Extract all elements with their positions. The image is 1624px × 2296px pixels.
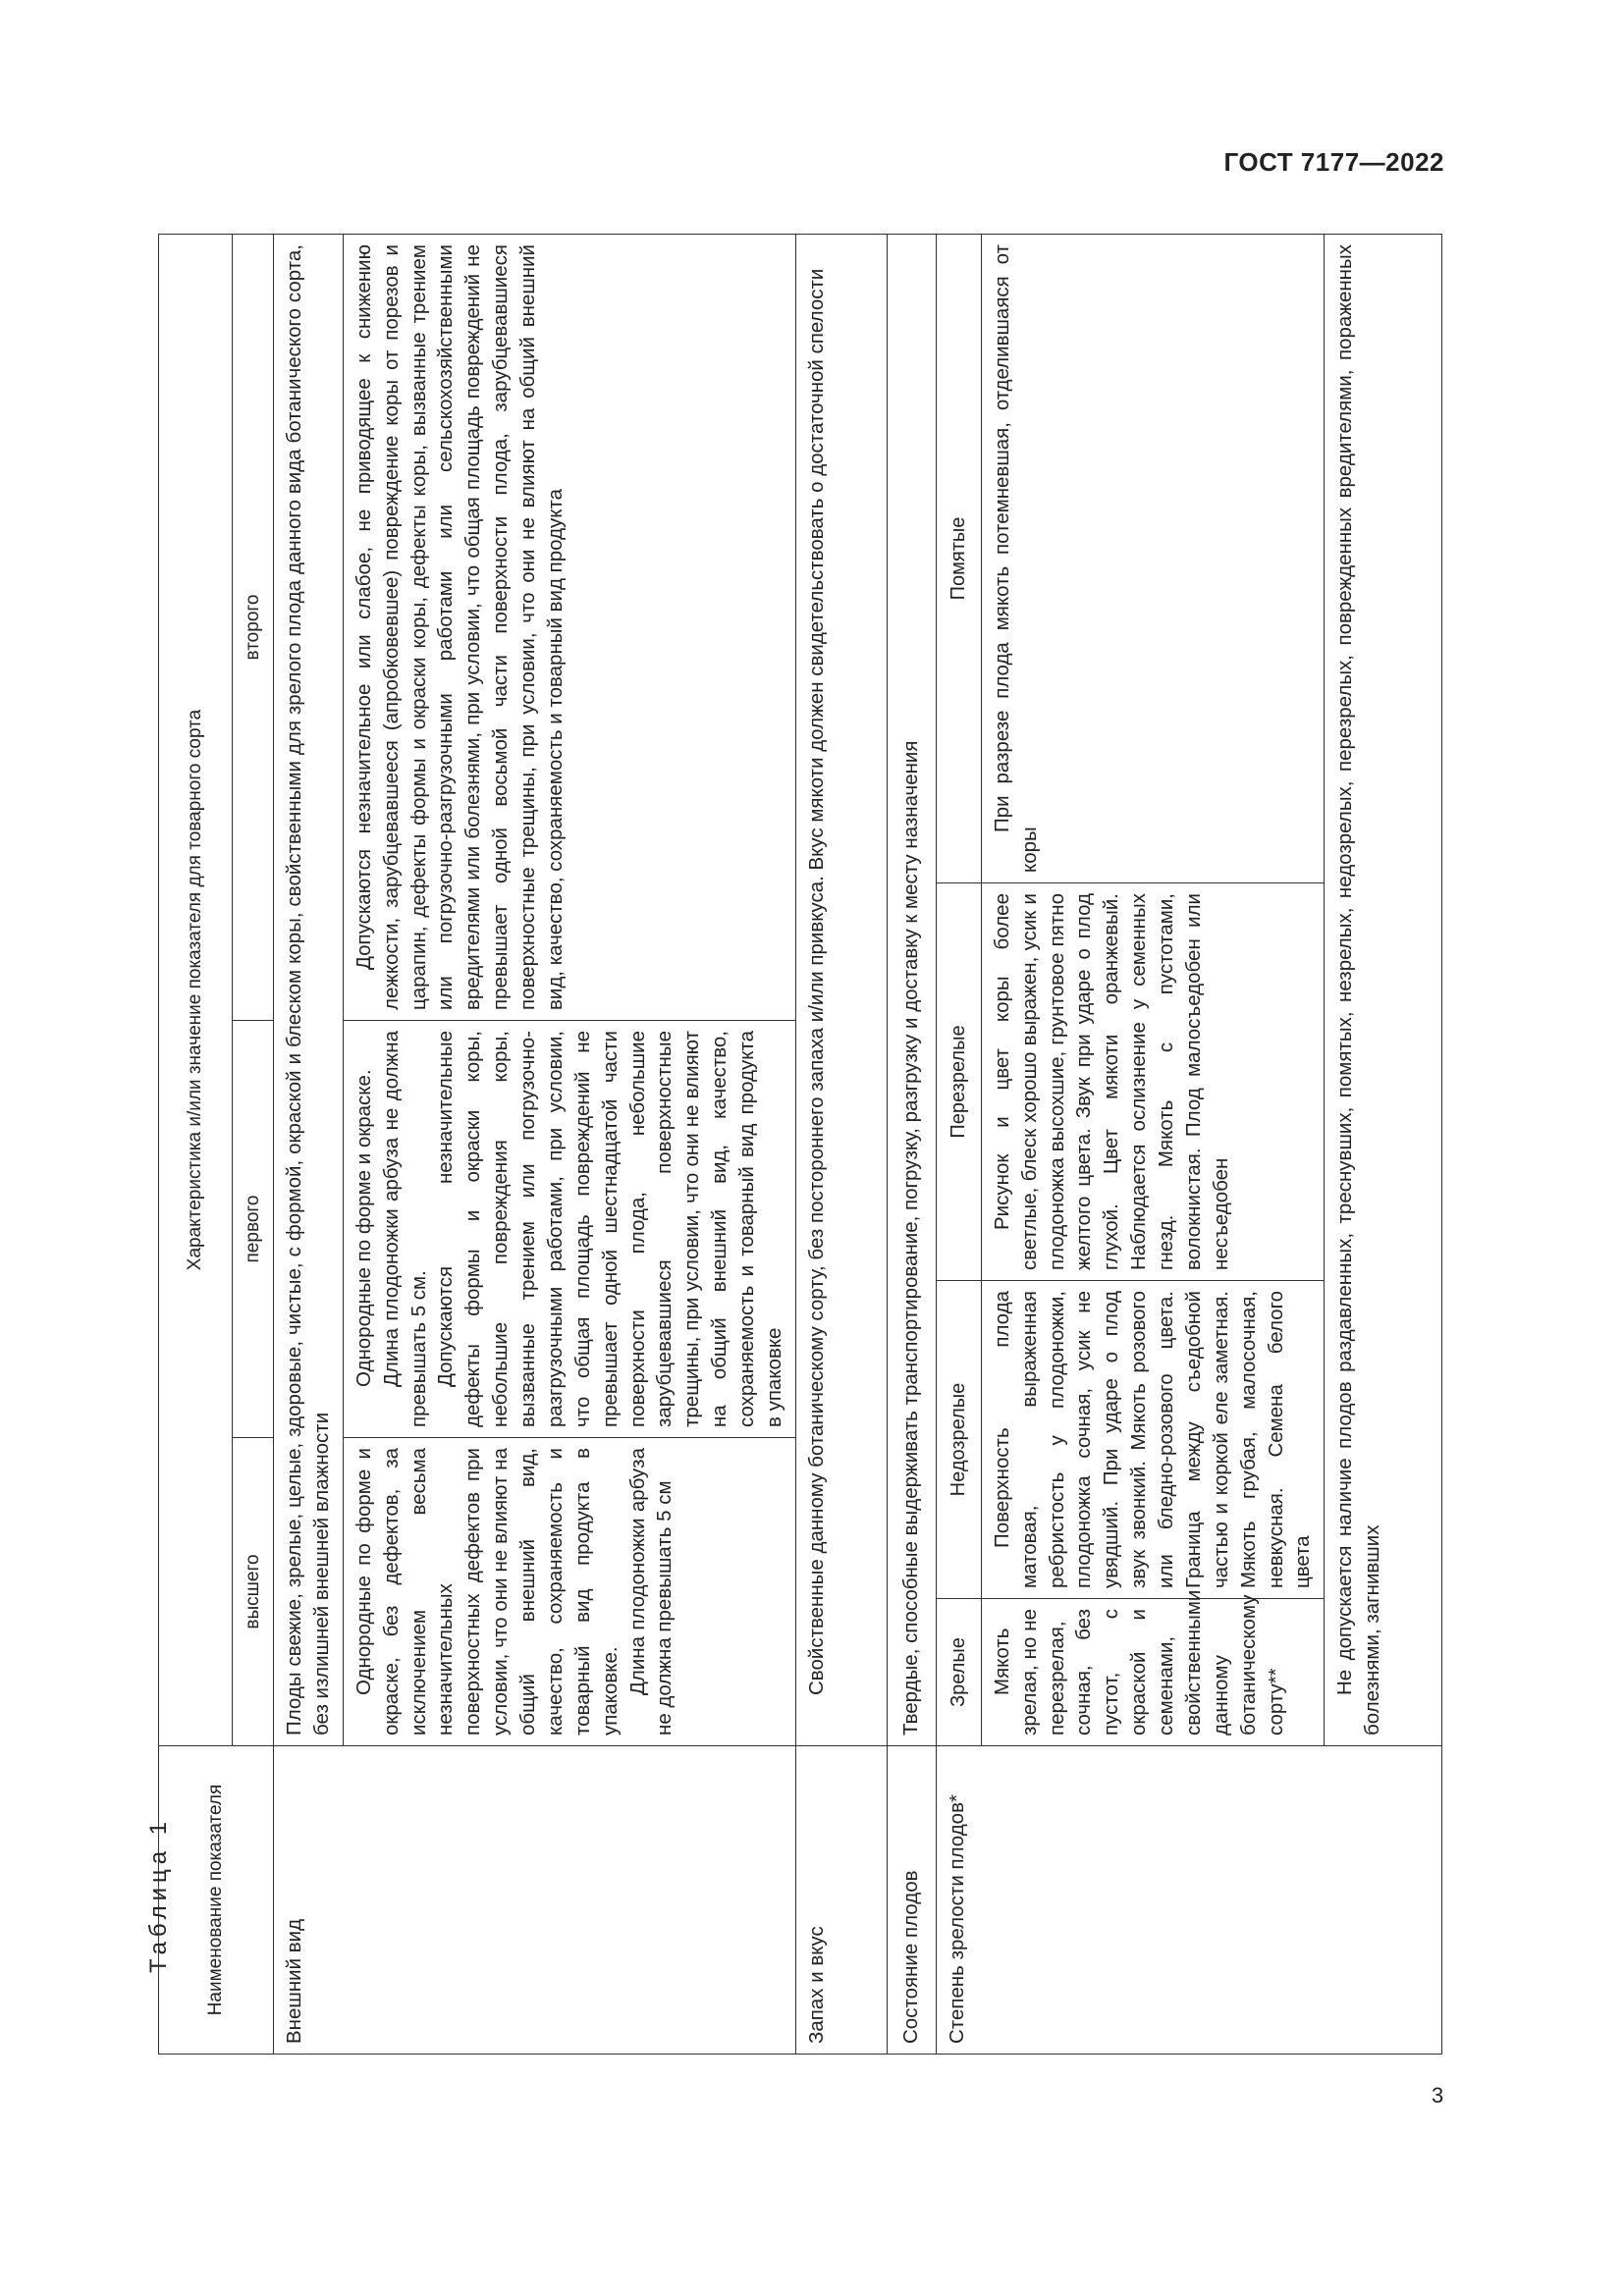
ripeness-cat-bruised: Помятые <box>936 235 981 883</box>
ripeness-overripe: Рисунок и цвет коры более светлые, блеск хорошо выражен, усик и плодоножка высохшие, грунтовое пятно желтого цвета. Звук при ударе о плод глухой. Цвет мякоти оранжевый. Наблюдается ослизнение у семенных гнезд. Мякоть с пустотами, волокнистая. Плод малосъедобен или несъедобен <box>981 883 1325 1281</box>
page-number: 3 <box>1432 2083 1444 2108</box>
appearance-highest-p1: Однородные по форме и окраске, без дефектов, за исключением весьма незначительных поверхностных дефектов при условии, что они не влияют на общий внешний вид, качество, сохраняемость и товарный вид продукта в упаковке. <box>352 1448 622 1735</box>
appearance-first-p1: Однородные по форме и окраске. <box>352 1069 375 1387</box>
quality-table <box>158 234 1442 2055</box>
smell-text: Свойственные данному ботаническому сорту, без постороннего запаха и/или привкуса. Вкус мякоти должен свидетельствовать о достаточной спелости <box>795 235 887 1746</box>
appearance-second <box>343 235 795 1021</box>
ripeness-unripe: Поверхность плода матовая, выраженная ребристость у плодоножки, плодоножка сочная, усик не увядший. При ударе о плод звук звонкий. Мякоть розового или бледно-розового цвета. Граница между съедобной частью и коркой еле заметная. Мякоть грубая, малосочная, невкусная. Семена белого цвета <box>981 1281 1325 1599</box>
col-header-characteristic: Характеристика и/или значение показателя для товарного сорта <box>159 235 233 1746</box>
col-header-name: Наименование показателя <box>159 1746 274 2055</box>
appearance-highest <box>343 1438 795 1746</box>
row-name-smell: Запах и вкус <box>795 1746 887 2055</box>
row-name-appearance: Внешний вид <box>274 1746 796 2055</box>
ripeness-ripe: Мякоть зрелая, но не перезрелая, сочная, без пустот, с окраской и семенами, свойственными данному ботаническому сорту** <box>981 1599 1325 1746</box>
appearance-common: Плоды свежие, зрелые, целые, здоровые, чистые, с формой, окраской и блеском коры, свойственными для зрелого плода данного вида ботанического сорта, без излишней внешней влажности <box>274 235 344 1746</box>
table-caption: Таблица 1 <box>145 1816 172 1973</box>
row-name-condition: Состояние плодов <box>887 1746 936 2055</box>
ripeness-cat-ripe: Зрелые <box>936 1599 981 1746</box>
row-name-ripeness: Степень зрелости плодов* <box>936 1746 1442 2055</box>
ripeness-bruised: При разрезе плода мякоть потемневшая, отделившаяся от коры <box>981 235 1325 883</box>
grade-second: второго <box>233 235 274 1021</box>
appearance-first <box>343 1021 795 1438</box>
condition-text: Твердые, способные выдерживать транспортирование, погрузку, разгрузку и доставку к месту назначения <box>887 235 936 1746</box>
appearance-second-p1: Допускаются незначительное или слабое, не приводящее к снижению лежкости, зарубцевавшееся (апробковевшее) повреждение коры от порезов и царапин, дефекты формы и окраски коры, дефекты коры, вызванные трением или погрузочно-разгрузочными работами или сельскохозяйственными вредителями или болезнями, при условии, что общая площадь повреждений не превышает одной восьмой части поверхности плода, зарубцевавшиеся поверхностные трещины, при условии, что они не влияют на общий внешний вид, качество, сохраняемость и товарный вид продукта <box>352 244 567 1010</box>
grade-highest: высшего <box>233 1438 274 1746</box>
standard-designation: ГОСТ 7177—2022 <box>1223 147 1444 177</box>
ripeness-cat-unripe: Недозрелые <box>936 1281 981 1599</box>
ripeness-defects-note: Не допускается наличие плодов раздавленных, треснувших, помятых, незрелых, недозрелых, перезрелых, поврежденных вредителями, пораженных болезнями, загнивших <box>1325 235 1442 1746</box>
appearance-first-p2: Длина плодоножки арбуза не должна превышать 5 см. <box>379 1031 430 1427</box>
rotated-table-wrapper <box>158 235 1384 2055</box>
grade-first: первого <box>233 1021 274 1438</box>
appearance-highest-p2: Длина плодоножки арбуза не должна превышать 5 см <box>625 1448 677 1735</box>
appearance-first-p3: Допускаются незначительные дефекты формы и окраски коры, небольшие повреждения коры, вызванные трением или погрузочно-разгрузочными работами, при условии, что общая площадь повреждений не превышает одной шестнадцатой части поверхности плода, небольшие зарубцевавшиеся поверхностные трещины, при условии, что они не влияют на общий внешний вид, качество, сохраняемость и товарный вид продукта в упаковке <box>434 1031 785 1427</box>
ripeness-cat-overripe: Перезрелые <box>936 883 981 1281</box>
